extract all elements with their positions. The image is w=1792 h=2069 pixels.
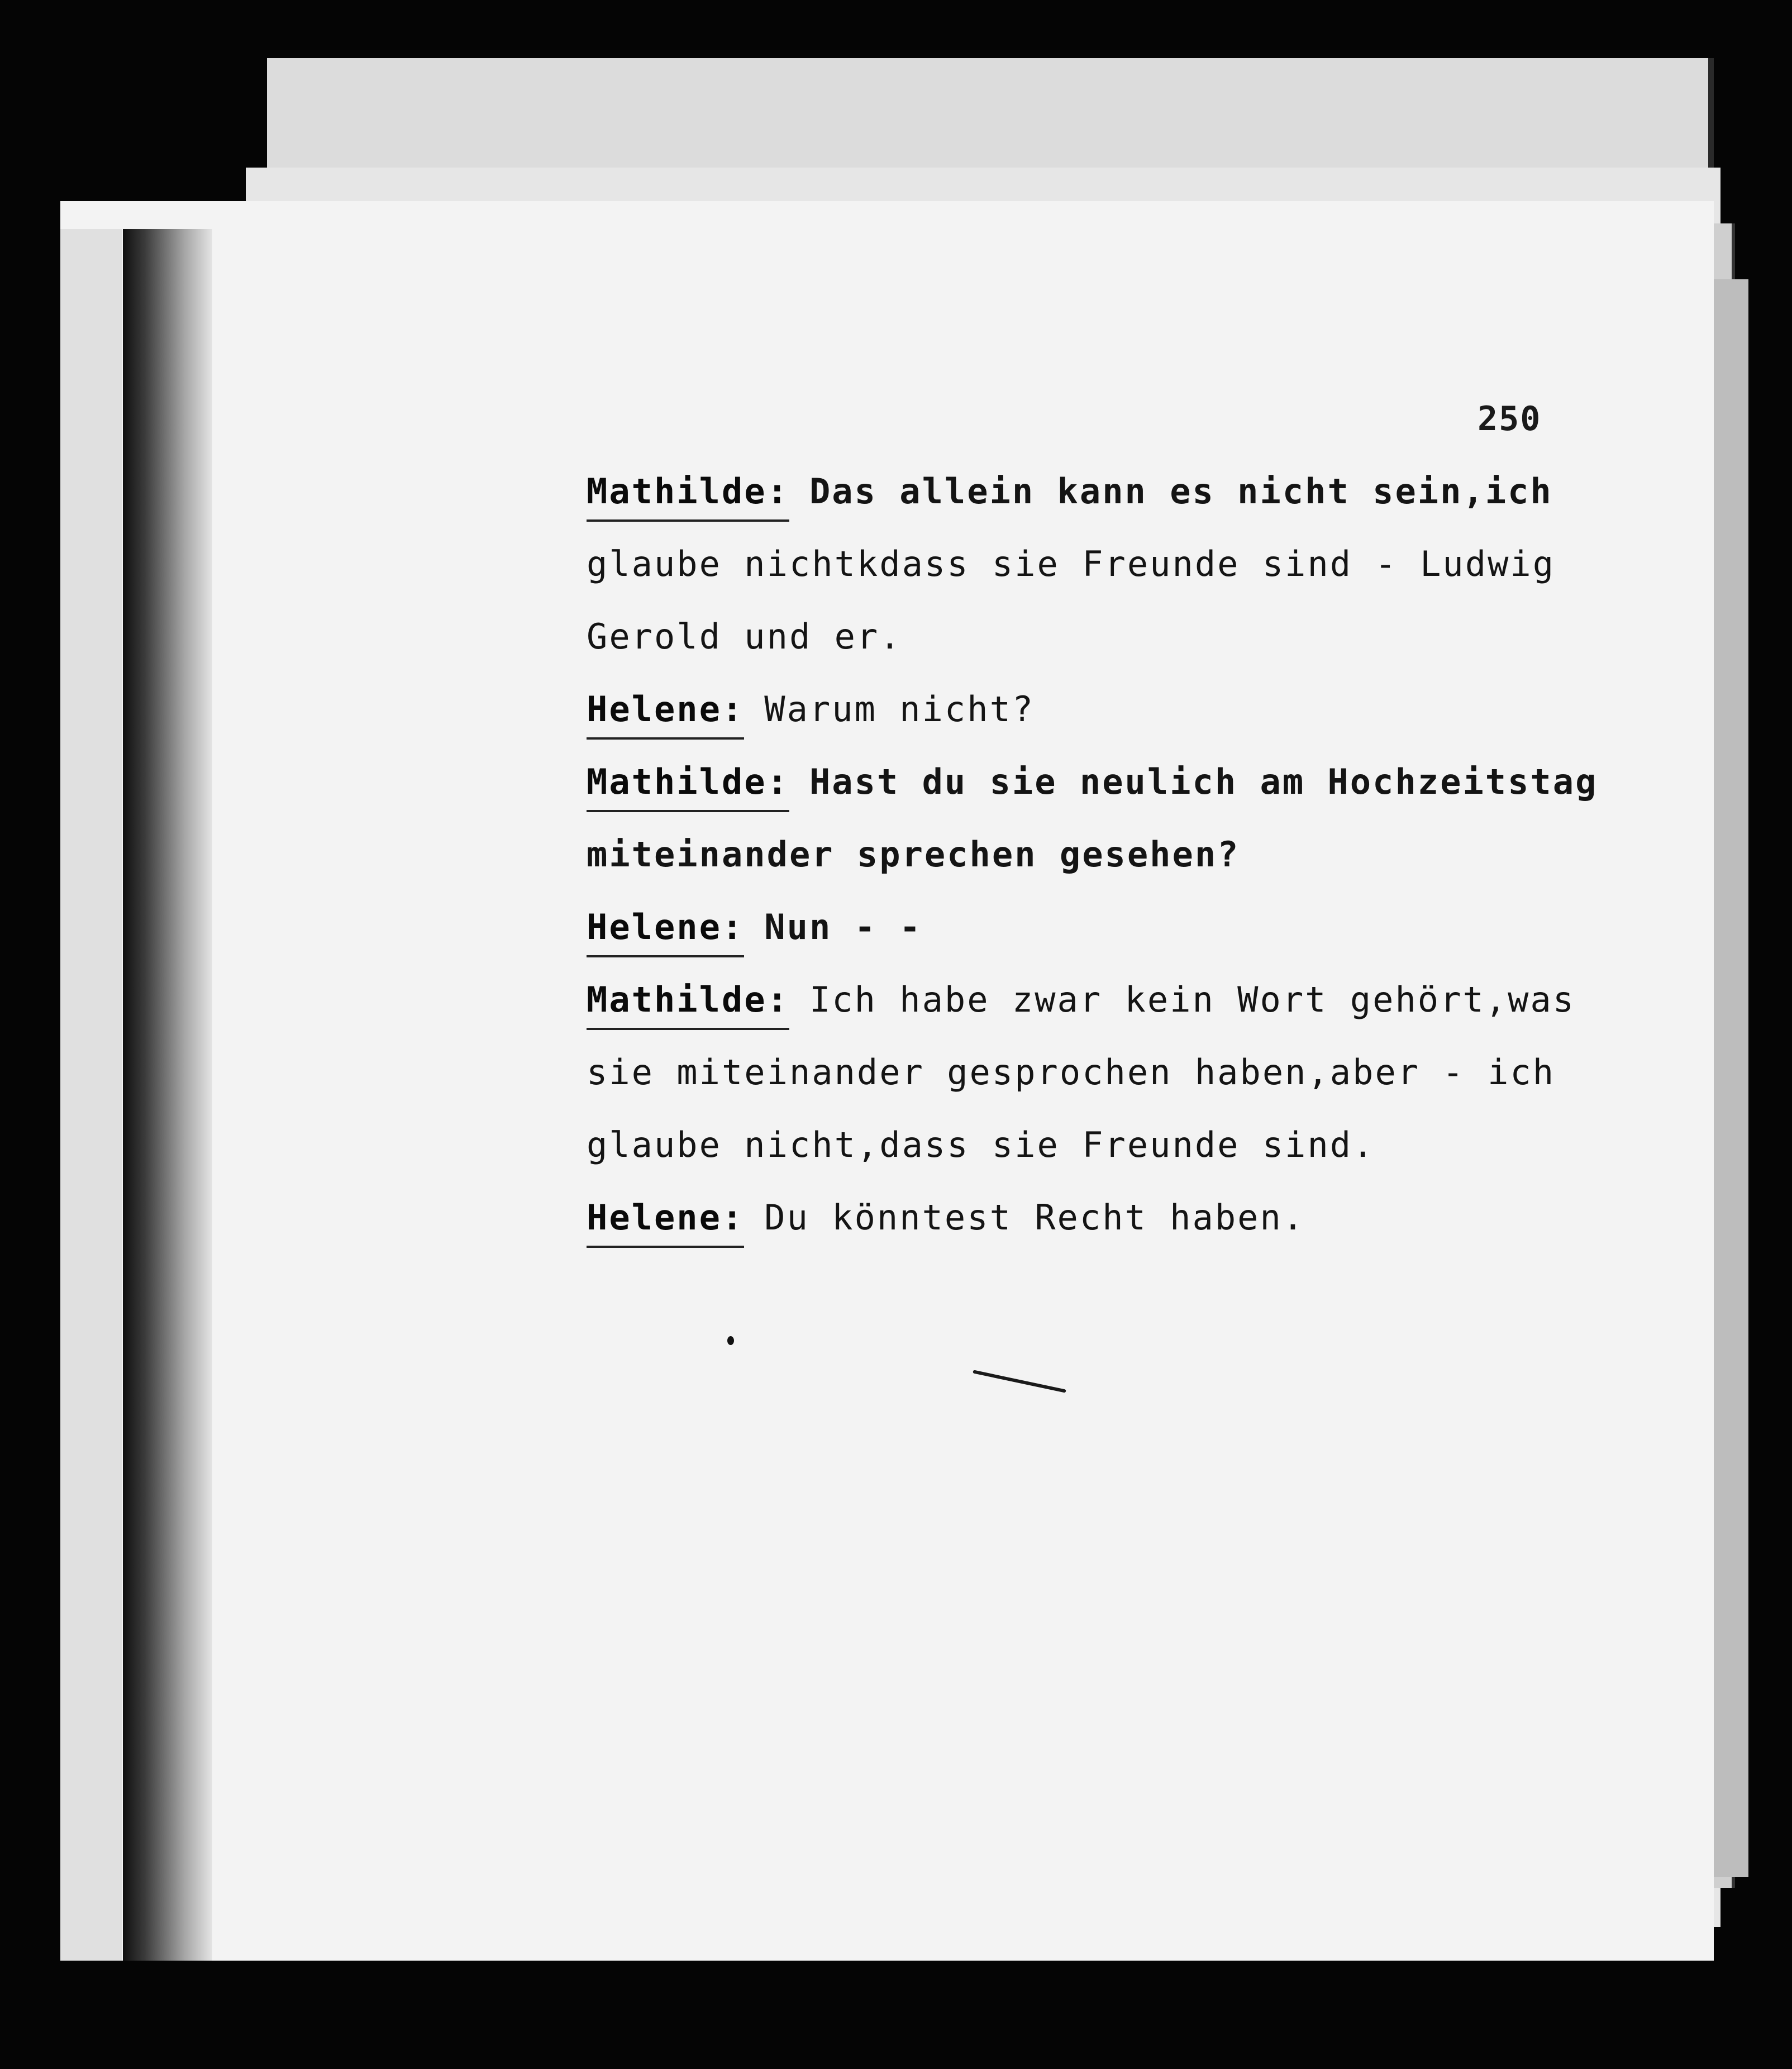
dialogue-text: miteinander sprechen gesehen? <box>587 834 1240 875</box>
dialogue-line <box>587 469 1648 542</box>
page-number: 250 <box>1478 399 1542 438</box>
page-fold-shadow <box>123 229 212 1961</box>
speaker-label: Helene: <box>587 1195 744 1248</box>
dialogue-text: Ich habe zwar kein Wort gehört,was <box>809 979 1576 1020</box>
dialogue-line <box>587 978 1648 1050</box>
dialogue-line <box>587 542 1648 614</box>
dialogue-text: Das allein kann es nicht sein,ich <box>809 471 1553 512</box>
dialogue-block <box>587 469 1648 1268</box>
dialogue-text: Hast du sie neulich am Hochzeitstag <box>809 761 1598 802</box>
dialogue-line <box>587 760 1648 832</box>
dialogue-line <box>587 1195 1648 1268</box>
dialogue-text: Nun - - <box>764 907 922 947</box>
ink-dot-mark <box>727 1336 734 1345</box>
page-fold-strip <box>60 229 122 1961</box>
dialogue-line <box>587 687 1648 760</box>
dialogue-text: sie miteinander gesprochen haben,aber - ich <box>587 1052 1556 1093</box>
speaker-label: Helene: <box>587 905 744 957</box>
speaker-label: Mathilde: <box>587 978 789 1030</box>
dialogue-line <box>587 832 1648 905</box>
dialogue-text: Du könntest Recht haben. <box>764 1197 1305 1238</box>
speaker-label: Mathilde: <box>587 760 789 812</box>
dialogue-text: glaube nicht,dass sie Freunde sind. <box>587 1124 1375 1165</box>
dialogue-line <box>587 614 1648 687</box>
dialogue-line <box>587 1050 1648 1123</box>
dialogue-line <box>587 1123 1648 1195</box>
dialogue-text: glaube nichtkdass sie Freunde sind - Ludwig <box>587 544 1556 584</box>
back-sheet-edge <box>1709 279 1748 1877</box>
dialogue-text: Warum nicht? <box>764 689 1035 730</box>
speaker-label: Mathilde: <box>587 469 789 522</box>
dialogue-line <box>587 905 1648 978</box>
speaker-label: Helene: <box>587 687 744 740</box>
dialogue-text: Gerold und er. <box>587 616 902 657</box>
